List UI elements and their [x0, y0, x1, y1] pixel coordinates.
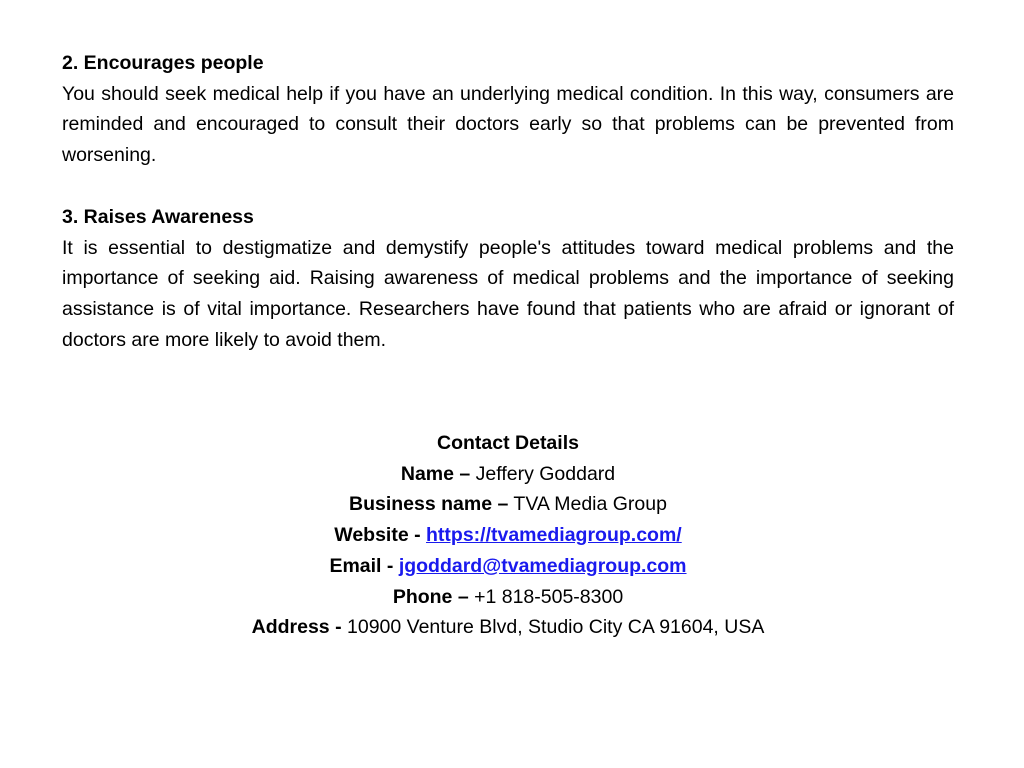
- website-label: Website -: [334, 524, 421, 547]
- contact-phone-line: [240, 582, 776, 613]
- section-paragraph: It is essential to destigmatize and demystify people's attitudes toward medical problems and the importance of seeking aid. Raising awareness of medical problems and the importance of seeking assistance is of vital importance. Researchers have found that patients who are afraid or ignorant of doctors are more likely to avoid them.: [62, 236, 954, 351]
- address-label: Address -: [251, 616, 342, 639]
- phone-value: +1 818-505-8300: [474, 585, 624, 608]
- website-link[interactable]: https://tvamediagroup.com/: [426, 524, 682, 547]
- contact-business-line: [240, 489, 776, 520]
- name-value: Jeffery Goddard: [475, 462, 616, 485]
- address-value: 10900 Venture Blvd, Studio City CA 91604, USA: [347, 616, 765, 639]
- section-paragraph: You should seek medical help if you have an underlying medical condition. In this way, consumers are reminded and encouraged to consult their doctors early so that problems can be prevented from worsening.: [62, 82, 954, 167]
- section-heading: 2. Encourages people: [62, 52, 264, 74]
- section-raises-awareness: [62, 202, 954, 356]
- contact-title: Contact Details: [437, 432, 579, 454]
- email-link[interactable]: jgoddard@tvamediagroup.com: [398, 554, 687, 577]
- name-label: Name –: [400, 462, 471, 485]
- section-heading: 3. Raises Awareness: [62, 206, 254, 228]
- email-label: Email -: [329, 554, 394, 577]
- contact-website-line: [240, 520, 776, 551]
- section-encourages-people: [62, 48, 954, 171]
- contact-name-line: [240, 459, 776, 490]
- phone-label: Phone –: [392, 585, 469, 608]
- contact-email-line: [240, 551, 776, 582]
- business-name-label: Business name –: [349, 493, 509, 516]
- business-name-value: TVA Media Group: [513, 493, 667, 516]
- contact-details: [240, 428, 776, 643]
- contact-address-line: [240, 612, 776, 643]
